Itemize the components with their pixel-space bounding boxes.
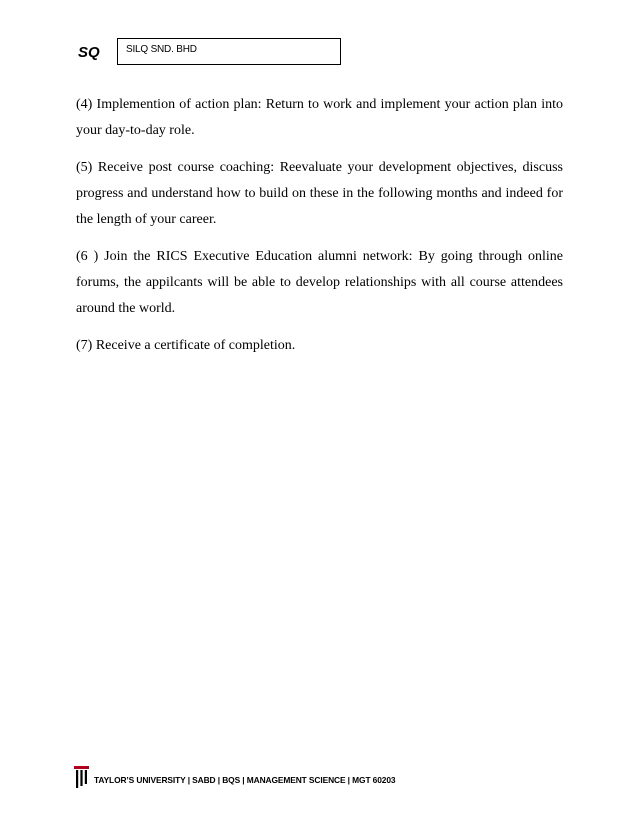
paragraph-7: (7) Receive a certificate of completion. bbox=[76, 338, 296, 353]
footer-text: TAYLOR’S UNIVERSITY | SABD | BQS | MANAGEMENT SCIENCE | MGT 60203 bbox=[94, 775, 396, 785]
company-name-box bbox=[117, 38, 341, 65]
svg-text:SQ: SQ bbox=[78, 44, 100, 61]
page-footer bbox=[74, 766, 554, 790]
sq-logo bbox=[78, 42, 104, 62]
paragraph-6: (6 ) Join the RICS Executive Education alumni network: By going through online forums, the appilcants will be able to develop relationships with all course attendees around the world. bbox=[76, 249, 563, 316]
company-name: SILQ SND. BHD bbox=[126, 44, 197, 55]
taylors-university-logo-icon bbox=[74, 766, 89, 788]
document-body bbox=[76, 92, 563, 370]
paragraph-4: (4) Implemention of action plan: Return to work and implement your action plan into your day-to-day role. bbox=[76, 97, 563, 138]
paragraph-5: (5) Receive post course coaching: Reevaluate your development objectives, discuss progress and understand how to build on these in the following months and indeed for the length of your career. bbox=[76, 160, 563, 227]
